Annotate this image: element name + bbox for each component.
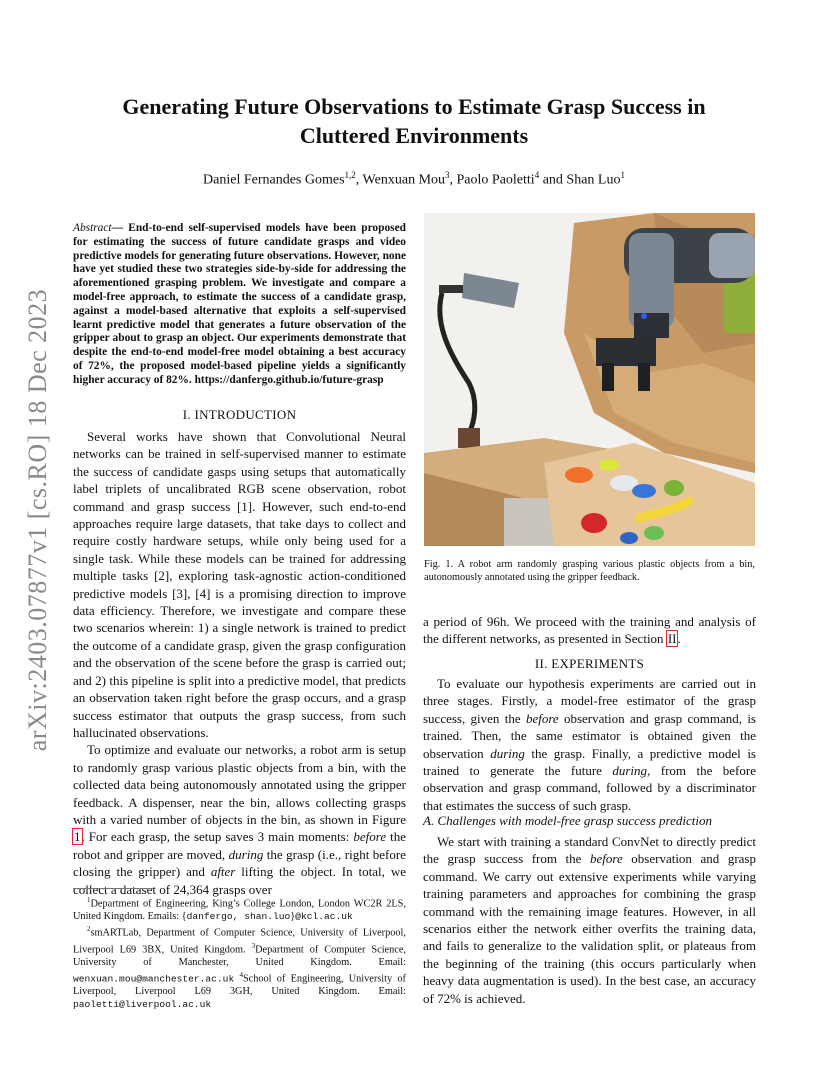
footnote: $^2$smARTLab, Department of Computer Science, University of Liverpool, Liverpool L69 3BX, United Kingdom. $^3$Department of Computer Science, University of Manchester, United Kingdom. Email: wenxuan.mou@manchester.ac.uk $^4$School of Engineering, University of Liverpool, Liverpool L69 3GH, United Kingdom. Email: paoletti@liverpool.ac.uk (73, 925, 406, 1010)
author-name: Shan Luo (566, 172, 621, 188)
author-name: Daniel Fernandes Gomes (203, 172, 345, 188)
author-name: Paolo Paoletti (456, 172, 535, 188)
paper-title: Generating Future Observations to Estimate Grasp Success in Cluttered Environments (122, 94, 706, 148)
affiliation-mark: 1,2 (344, 170, 356, 180)
arxiv-id: arXiv:2403.07877v1 [cs.RO] 18 Dec 2023 (23, 288, 52, 752)
figure-reference-link[interactable]: 1 (74, 829, 81, 845)
paragraph: To evaluate our hypothesis experiments are carried out in three stages. Firstly, a model-free estimator of the grasp success, given the before observation and grasp command, is trained. Then, the same estimator is obtained given the observation during the grasp. Finally, a predictive model is trained to generate the future during, from the before observation and grasp command, followed by a discriminator that estimates the success of such grasp. (423, 676, 756, 813)
right-column-body (423, 613, 756, 648)
experiments-body (423, 675, 756, 814)
section-reference-link[interactable]: II (667, 631, 677, 647)
footnotes (73, 894, 406, 1011)
email-text: paoletti@liverpool.ac.uk (73, 998, 212, 1010)
author-separator: and (539, 172, 567, 188)
email-text: danfergo, shan.luo (186, 910, 291, 922)
abstract-label: Abstract (73, 222, 112, 234)
abstract (73, 222, 406, 388)
figure-caption: Fig. 1. A robot arm randomly grasping various plastic objects from a bin, autonomously annotated using the gripper feedback. (424, 559, 755, 583)
paragraph: To optimize and evaluate our networks, a robot arm is setup to randomly grasp various plastic objects from a bin, with the collected data being autonomously annotated using the gripper feedback. A dispenser, near the bin, allows collecting grasps with a varied number of objects in the bin, as shown in Figure 1. For each grasp, the setup saves 3 main moments: before the robot and gripper are moved, during the grasp (i.e., right before closing the gripper) and after lifting the object. In total, we collect a dataset of 24,364 grasps over (73, 742, 406, 897)
abstract-text: End-to-end self-supervised models have been proposed for estimating the success of future candidate grasps and video predictive models for generating future observations. However, none have yet studied these two strategies side-by-side for addressing the aforementioned grasping problem. We investigate and compare a model-free approach, to estimate the success of a candidate grasp, against a model-based alternative that exploits a self-supervised learnt predictive model that generates a future observation of the gripper about to grasp an object. Our experiments demonstrate that despite the end-to-end model-free model obtaining a best accuracy of 72%, the proposed model-based pipeline yields a significantly higher accuracy of 82%. https://danfergo.github.io/future-grasp (73, 222, 406, 386)
subsection-heading: A. Challenges with model-free grasp success prediction (423, 813, 712, 828)
paragraph: Several works have shown that Convolutional Neural networks can be trained in self-supervised manner to estimate the success of candidate gasps using setups that automatically label triplets of uncalibrated RGB scene observation, robot command and grasp success [1]. However, such end-to-end approaches require large datasets, that take days to collect and require costly hardware setups, while only being used for a single task. While these models can be trained for addressing multiple tasks [2], exploring task-agnostic action-conditioned predictive models [3], [4] is a promising direction to improve data efficiency. Therefore, we investigate and compare these two scenarios wherein: 1) a single network is trained to predict the outcome of a candidate grasp, given the grasp configuration and the observation of the scene before the grasp is carried out; and 2) this pipeline is split into a predictive model, that predicts an observation taken right before the grasp occurs, and a grasp success estimator that outputs the grasp success, from such hallucinated observations. (73, 429, 406, 740)
author-name: Wenxuan Mou (362, 172, 446, 188)
affiliation-mark: 1 (620, 170, 625, 180)
email-text: wenxuan.mou@manchester.ac.uk (73, 973, 235, 985)
paragraph: a period of 96h. We proceed with the training and analysis of the different networks, as presented in Section II. (423, 614, 756, 647)
author-separator: , (449, 172, 457, 188)
section-heading-introduction: I. INTRODUCTION (182, 407, 297, 422)
affiliation-mark: 4 (534, 170, 540, 180)
paragraph: We start with training a standard ConvNet to directly predict the grasp success from the before observation and grasp command. We carry out extensive experiments while varying training parameters and approaches for combining the grasp command with the remaining image features. However, in all scenarios either the network either overfits the training data, and fails to generalize to the validation split, or plateaus from the beginning of the training (this occurs particularly when heavy data augmentation is used). In the best case, an accuracy of 72% is achieved. (423, 834, 756, 1006)
subsection-body (423, 833, 756, 1007)
footnote: $^1$Department of Engineering, King’s College London, London WC2R 2LS, United Kingdom. Emails: {danfergo, shan.luo}@kcl.ac.uk (73, 896, 406, 922)
author-list (90, 170, 738, 189)
affiliation-mark: 3 (445, 170, 450, 180)
introduction-body (73, 428, 406, 898)
author-separator: , (355, 172, 363, 188)
section-heading-experiments: II. EXPERIMENTS (534, 656, 645, 671)
abstract-dash: — (111, 222, 129, 234)
email-text: @kcl.ac.uk (295, 910, 353, 922)
robot-scene-illustration (424, 213, 755, 546)
footnote-divider (73, 888, 153, 889)
figure-robot-photo (424, 213, 755, 546)
arxiv-sidebar-stamp (22, 280, 54, 760)
